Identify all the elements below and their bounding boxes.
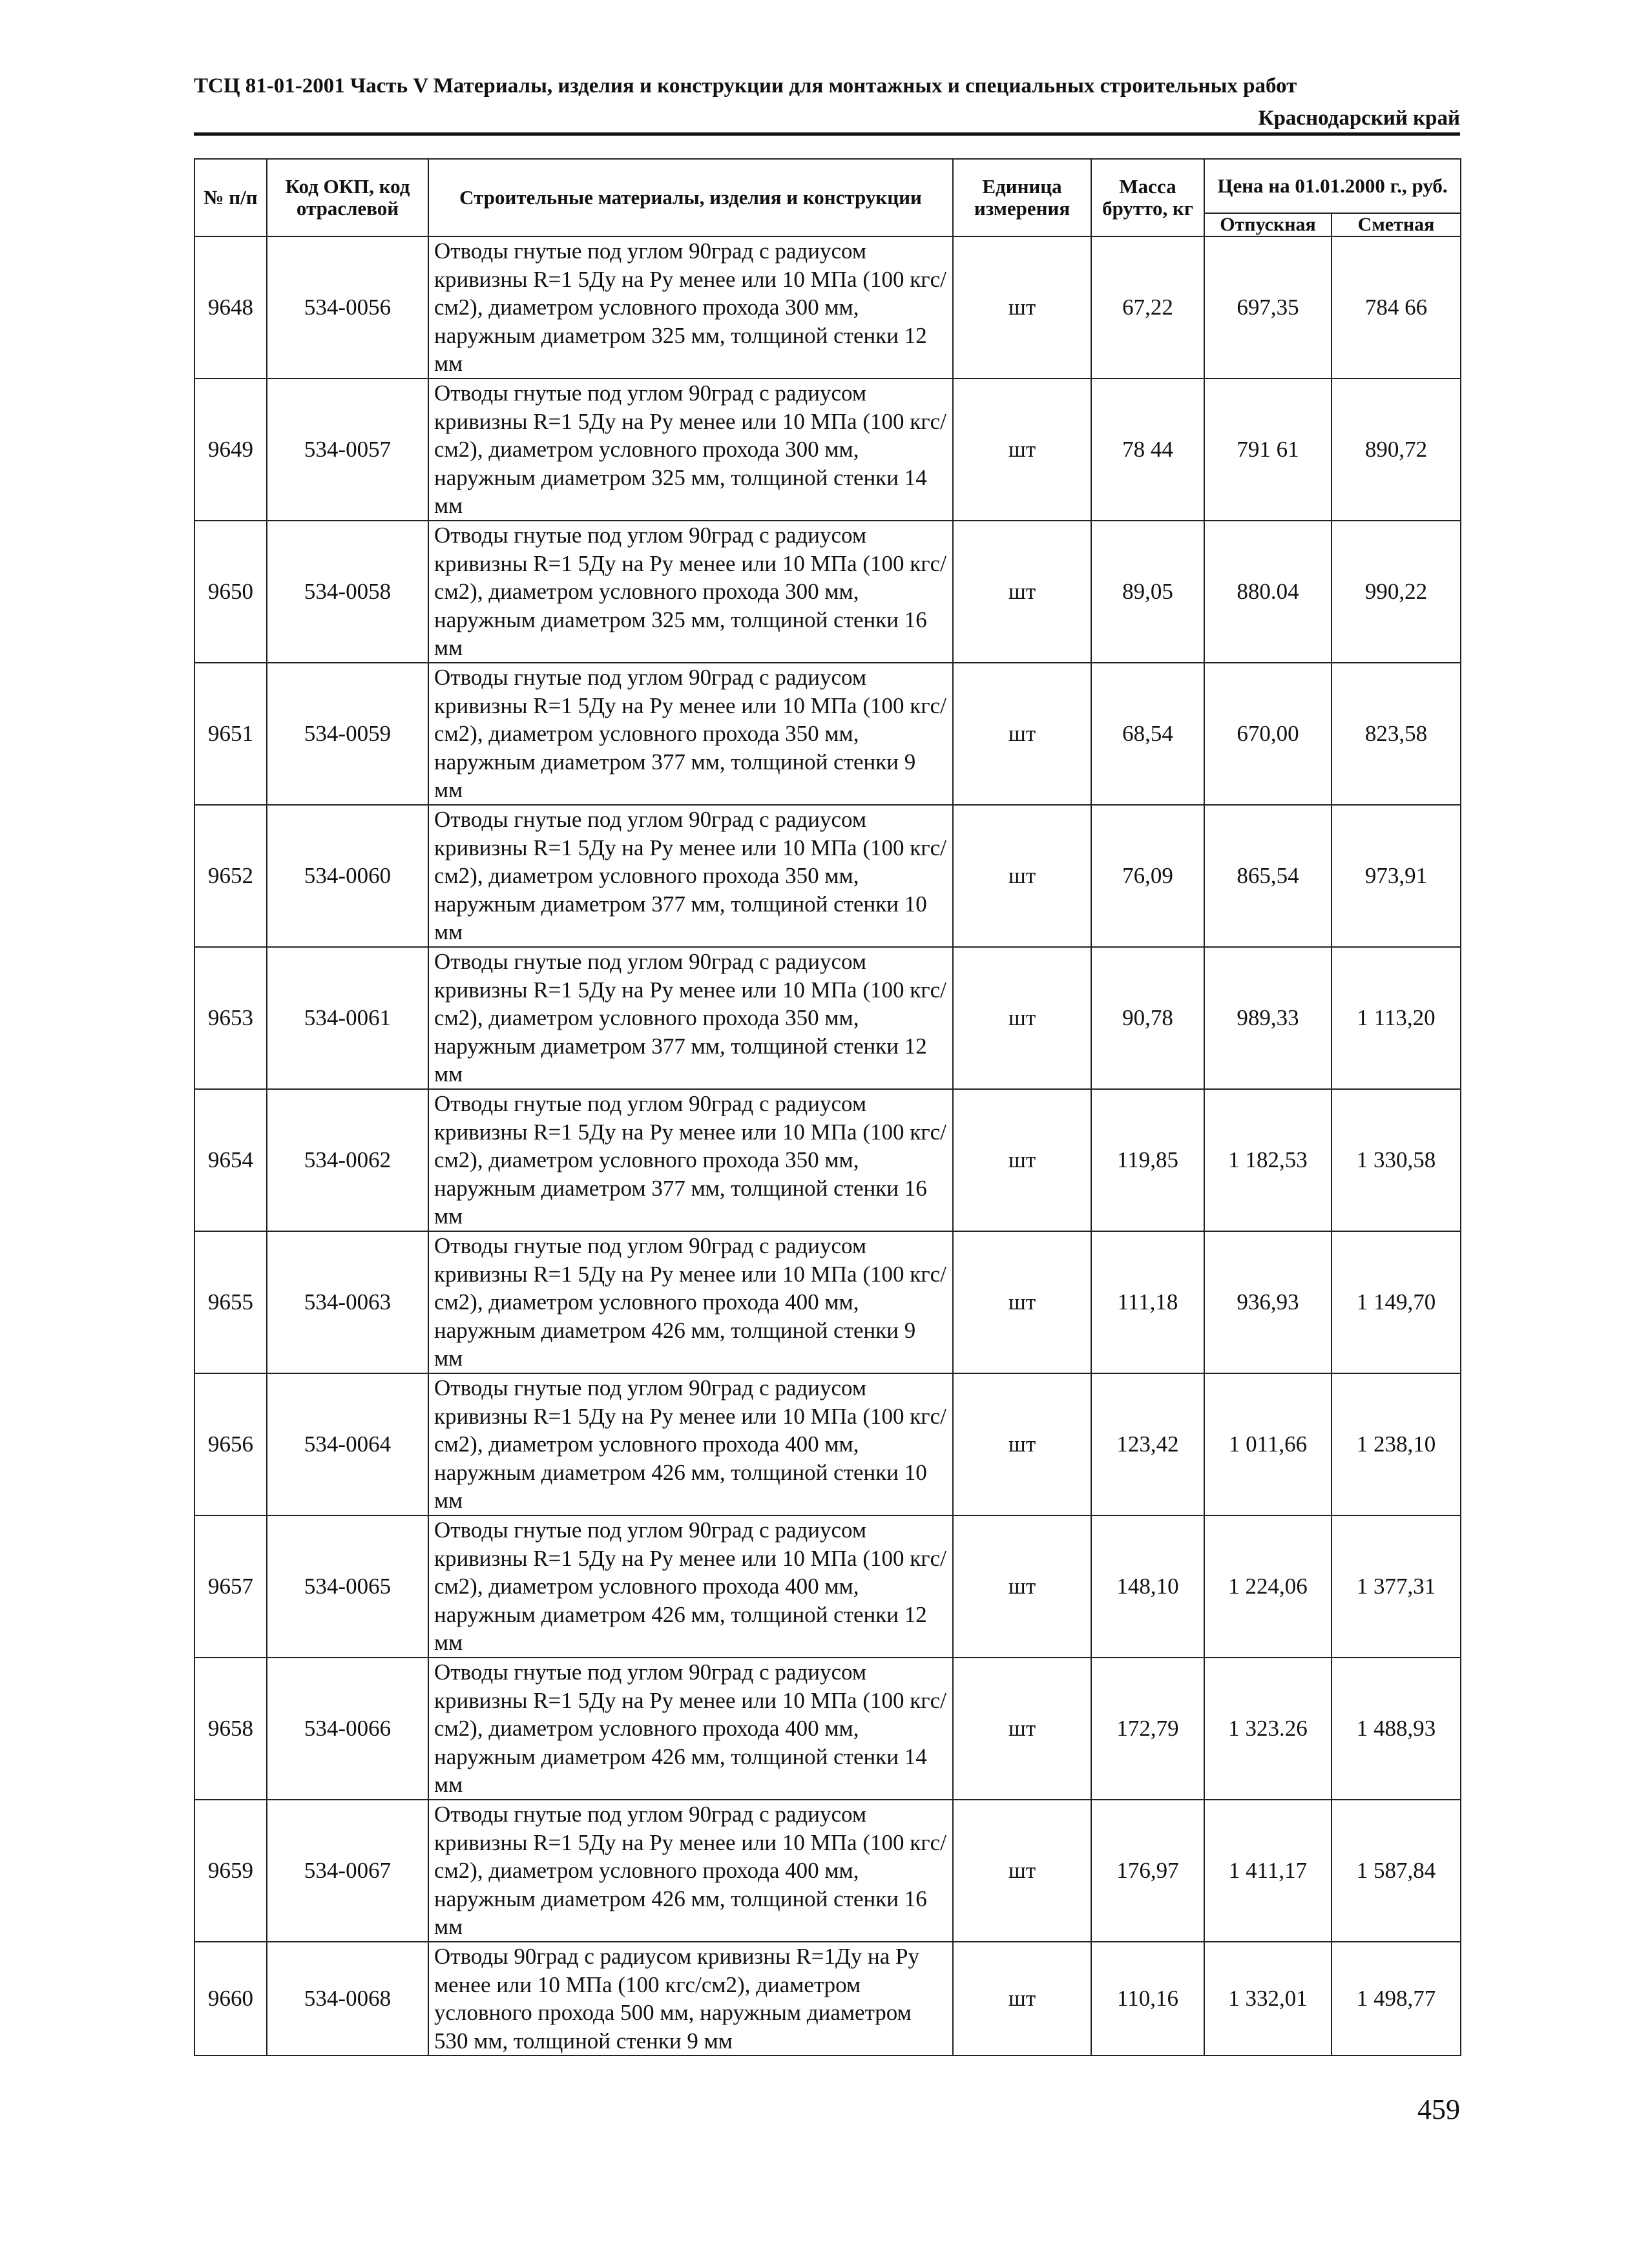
- cell-num: 9659: [194, 1800, 267, 1942]
- cell-desc: Отводы гнутые под углом 90град с радиусом кривизны R=1 5Ду на Ру менее или 10 МПа (100 кгс/см2), диаметром условного прохода 400 мм, наружным диаметром 426 мм, толщиной стенки 14 мм: [428, 1658, 953, 1800]
- header-rule: [194, 132, 1460, 136]
- cell-estimate: 973,91: [1331, 805, 1461, 947]
- cell-release: 1 011,66: [1204, 1373, 1331, 1515]
- cell-estimate: 1 149,70: [1331, 1231, 1461, 1373]
- cell-estimate: 1 330,58: [1331, 1089, 1461, 1231]
- cell-mass: 90,78: [1091, 947, 1204, 1089]
- table-row: [194, 236, 1461, 379]
- cell-unit: шт: [953, 1515, 1091, 1658]
- cell-code: 534-0061: [267, 947, 428, 1089]
- cell-desc: Отводы гнутые под углом 90град с радиусом кривизны R=1 5Ду на Ру менее или 10 МПа (100 кгс/см2), диаметром условного прохода 350 мм, наружным диаметром 377 мм, толщиной стенки 10 мм: [428, 805, 953, 947]
- cell-mass: 110,16: [1091, 1942, 1204, 2055]
- cell-unit: шт: [953, 663, 1091, 805]
- table-body: [194, 236, 1461, 2055]
- cell-release: 989,33: [1204, 947, 1331, 1089]
- cell-unit: шт: [953, 1231, 1091, 1373]
- cell-num: 9652: [194, 805, 267, 947]
- table-row: [194, 379, 1461, 521]
- table-row: [194, 1515, 1461, 1658]
- cell-num: 9658: [194, 1658, 267, 1800]
- cell-code: 534-0065: [267, 1515, 428, 1658]
- col-header-desc: Строительные материалы, изделия и конструкции: [428, 159, 953, 236]
- cell-mass: 119,85: [1091, 1089, 1204, 1231]
- table-row: [194, 1942, 1461, 2055]
- cell-release: 1 224,06: [1204, 1515, 1331, 1658]
- cell-desc: Отводы гнутые под углом 90град с радиусом кривизны R=1 5Ду на Ру менее или 10 МПа (100 кгс/см2), диаметром условного прохода 400 мм, наружным диаметром 426 мм, толщиной стенки 10 мм: [428, 1373, 953, 1515]
- cell-code: 534-0056: [267, 236, 428, 379]
- cell-code: 534-0057: [267, 379, 428, 521]
- cell-estimate: 1 238,10: [1331, 1373, 1461, 1515]
- cell-release: 697,35: [1204, 236, 1331, 379]
- cell-estimate: 1 377,31: [1331, 1515, 1461, 1658]
- cell-release: 791 61: [1204, 379, 1331, 521]
- cell-desc: Отводы гнутые под углом 90град с радиусом кривизны R=1 5Ду на Ру менее или 10 МПа (100 кгс/см2), диаметром условного прохода 350 мм, наружным диаметром 377 мм, толщиной стенки 9 мм: [428, 663, 953, 805]
- table-row: [194, 1373, 1461, 1515]
- col-header-price: Цена на 01.01.2000 г., руб.: [1204, 159, 1461, 213]
- cell-mass: 76,09: [1091, 805, 1204, 947]
- cell-mass: 176,97: [1091, 1800, 1204, 1942]
- materials-table: [194, 158, 1461, 2056]
- cell-code: 534-0060: [267, 805, 428, 947]
- cell-mass: 68,54: [1091, 663, 1204, 805]
- cell-estimate: 1 113,20: [1331, 947, 1461, 1089]
- cell-unit: шт: [953, 1658, 1091, 1800]
- cell-code: 534-0068: [267, 1942, 428, 2055]
- cell-code: 534-0058: [267, 521, 428, 663]
- cell-estimate: 1 587,84: [1331, 1800, 1461, 1942]
- cell-estimate: 1 498,77: [1331, 1942, 1461, 2055]
- cell-mass: 89,05: [1091, 521, 1204, 663]
- cell-code: 534-0063: [267, 1231, 428, 1373]
- table-row: [194, 1800, 1461, 1942]
- cell-estimate: 1 488,93: [1331, 1658, 1461, 1800]
- table-header: [194, 159, 1461, 236]
- table-row: [194, 663, 1461, 805]
- col-header-code: Код ОКП, код отраслевой: [267, 159, 428, 236]
- cell-release: 880.04: [1204, 521, 1331, 663]
- cell-num: 9657: [194, 1515, 267, 1658]
- cell-num: 9648: [194, 236, 267, 379]
- cell-release: 670,00: [1204, 663, 1331, 805]
- cell-code: 534-0059: [267, 663, 428, 805]
- cell-code: 534-0062: [267, 1089, 428, 1231]
- col-header-mass: Масса брутто, кг: [1091, 159, 1204, 236]
- cell-mass: 123,42: [1091, 1373, 1204, 1515]
- cell-estimate: 823,58: [1331, 663, 1461, 805]
- cell-mass: 172,79: [1091, 1658, 1204, 1800]
- table-row: [194, 947, 1461, 1089]
- cell-mass: 148,10: [1091, 1515, 1204, 1658]
- cell-desc: Отводы 90град с радиусом кривизны R=1Ду на Ру менее или 10 МПа (100 кгс/см2), диаметром условного прохода 500 мм, наружным диаметром 530 мм, толщиной стенки 9 мм: [428, 1942, 953, 2055]
- cell-unit: шт: [953, 947, 1091, 1089]
- page-number: 459: [1417, 2094, 1460, 2125]
- cell-release: 1 323.26: [1204, 1658, 1331, 1800]
- table-row: [194, 1231, 1461, 1373]
- cell-unit: шт: [953, 1373, 1091, 1515]
- cell-unit: шт: [953, 1089, 1091, 1231]
- cell-mass: 111,18: [1091, 1231, 1204, 1373]
- cell-num: 9660: [194, 1942, 267, 2055]
- header-row: [194, 159, 1461, 213]
- cell-release: 865,54: [1204, 805, 1331, 947]
- col-header-num: № п/п: [194, 159, 267, 236]
- cell-code: 534-0066: [267, 1658, 428, 1800]
- cell-estimate: 784 66: [1331, 236, 1461, 379]
- table-row: [194, 1089, 1461, 1231]
- cell-desc: Отводы гнутые под углом 90град с радиусом кривизны R=1 5Ду на Ру менее или 10 МПа (100 кгс/см2), диаметром условного прохода 400 мм, наружным диаметром 426 мм, толщиной стенки 16 мм: [428, 1800, 953, 1942]
- cell-desc: Отводы гнутые под углом 90град с радиусом кривизны R=1 5Ду на Ру менее или 10 МПа (100 кгс/см2), диаметром условного прохода 300 мм, наружным диаметром 325 мм, толщиной стенки 14 мм: [428, 379, 953, 521]
- cell-release: 936,93: [1204, 1231, 1331, 1373]
- cell-desc: Отводы гнутые под углом 90град с радиусом кривизны R=1 5Ду на Ру менее или 10 МПа (100 кгс/см2), диаметром условного прохода 300 мм, наружным диаметром 325 мм, толщиной стенки 16 мм: [428, 521, 953, 663]
- col-header-release: Отпускная: [1204, 213, 1331, 236]
- cell-num: 9654: [194, 1089, 267, 1231]
- cell-estimate: 890,72: [1331, 379, 1461, 521]
- table-row: [194, 521, 1461, 663]
- cell-release: 1 332,01: [1204, 1942, 1331, 2055]
- cell-code: 534-0064: [267, 1373, 428, 1515]
- cell-unit: шт: [953, 1942, 1091, 2055]
- col-header-estimate: Сметная: [1331, 213, 1461, 236]
- cell-mass: 67,22: [1091, 236, 1204, 379]
- document-title: ТСЦ 81-01-2001 Часть V Материалы, изделия и конструкции для монтажных и специальных строительных работ: [194, 74, 1297, 98]
- cell-release: 1 182,53: [1204, 1089, 1331, 1231]
- cell-unit: шт: [953, 805, 1091, 947]
- cell-unit: шт: [953, 1800, 1091, 1942]
- col-header-unit: Единица измерения: [953, 159, 1091, 236]
- cell-desc: Отводы гнутые под углом 90град с радиусом кривизны R=1 5Ду на Ру менее или 10 МПа (100 кгс/см2), диаметром условного прохода 350 мм, наружным диаметром 377 мм, толщиной стенки 16 мм: [428, 1089, 953, 1231]
- cell-code: 534-0067: [267, 1800, 428, 1942]
- cell-desc: Отводы гнутые под углом 90град с радиусом кривизны R=1 5Ду на Ру менее или 10 МПа (100 кгс/см2), диаметром условного прохода 300 мм, наружным диаметром 325 мм, толщиной стенки 12 мм: [428, 236, 953, 379]
- region-name: Краснодарский край: [1258, 107, 1460, 130]
- cell-estimate: 990,22: [1331, 521, 1461, 663]
- table-row: [194, 1658, 1461, 1800]
- cell-desc: Отводы гнутые под углом 90град с радиусом кривизны R=1 5Ду на Ру менее или 10 МПа (100 кгс/см2), диаметром условного прохода 400 мм, наружным диаметром 426 мм, толщиной стенки 9 мм: [428, 1231, 953, 1373]
- cell-num: 9649: [194, 379, 267, 521]
- cell-num: 9650: [194, 521, 267, 663]
- page-header: [194, 70, 1460, 134]
- cell-num: 9653: [194, 947, 267, 1089]
- table-row: [194, 805, 1461, 947]
- cell-mass: 78 44: [1091, 379, 1204, 521]
- cell-num: 9656: [194, 1373, 267, 1515]
- cell-num: 9651: [194, 663, 267, 805]
- cell-desc: Отводы гнутые под углом 90град с радиусом кривизны R=1 5Ду на Ру менее или 10 МПа (100 кгс/см2), диаметром условного прохода 400 мм, наружным диаметром 426 мм, толщиной стенки 12 мм: [428, 1515, 953, 1658]
- cell-desc: Отводы гнутые под углом 90град с радиусом кривизны R=1 5Ду на Ру менее или 10 МПа (100 кгс/см2), диаметром условного прохода 350 мм, наружным диаметром 377 мм, толщиной стенки 12 мм: [428, 947, 953, 1089]
- cell-unit: шт: [953, 379, 1091, 521]
- cell-release: 1 411,17: [1204, 1800, 1331, 1942]
- cell-num: 9655: [194, 1231, 267, 1373]
- cell-unit: шт: [953, 521, 1091, 663]
- cell-unit: шт: [953, 236, 1091, 379]
